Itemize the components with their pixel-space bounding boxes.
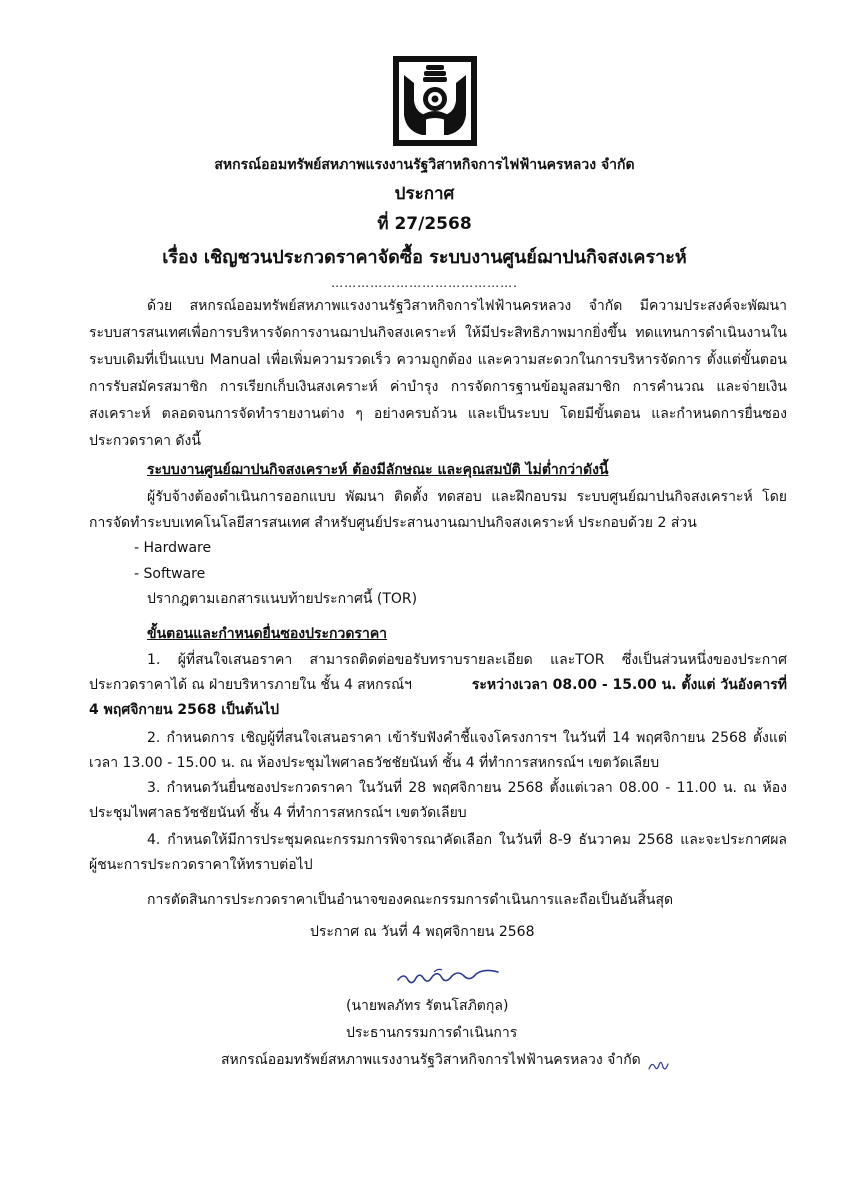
decision-statement: การตัดสินการประกวดราคาเป็นอำนาจของคณะกรรมการดำเนินการและถือเป็นอันสิ้นสุด xyxy=(147,892,674,908)
separator-line: ……………………………………. xyxy=(331,276,518,290)
step-3-line-1: 3. กำหนดวันยื่นซองประกวดราคา ในวันที่ 28 พฤศจิกายน 2568 ตั้งแต่เวลา 08.00 - 11.00 น. ณ ห้อง xyxy=(147,780,787,796)
step-2-line-1: 2. กำหนดการ เชิญผู้ที่สนใจเสนอราคา เข้ารับฟังคำชี้แจงโครงการฯ ในวันที่ 14 พฤศจิกายน 2568 ตั้งแต่ xyxy=(147,730,787,746)
handwritten-signature xyxy=(394,964,502,990)
step-1-time-text: ระหว่างเวลา 08.00 - 15.00 น. ตั้งแต่ วันอังคารที่ xyxy=(471,677,787,693)
document-subject: เรื่อง เชิญชวนประกวดราคาจัดซื้อ ระบบงานศูนย์ฌาปนกิจสงเคราะห์ xyxy=(162,247,687,268)
system-section-line-2: การจัดทำระบบเทคโนโลยีสารสนเทศ สำหรับศูนย์ประสานงานฌาปนกิจสงเคราะห์ ประกอบด้วย 2 ส่วน xyxy=(89,515,697,531)
step-1-line-3: 4 พฤศจิกายน 2568 เป็นต้นไป xyxy=(89,702,280,718)
hardware-list-item: - Hardware xyxy=(134,540,212,556)
step-4-line-2: ผู้ชนะการประกวดราคาให้ทราบต่อไป xyxy=(89,857,313,873)
step-2-line-2: เวลา 13.00 - 15.00 น. ณ ห้องประชุมไพศาลธวัชชัยนันท์ ชั้น 4 ที่ทำการสหกรณ์ฯ เขตวัดเลียบ xyxy=(89,755,660,771)
step-1-line-2 xyxy=(89,675,787,695)
software-list-item: - Software xyxy=(134,566,206,582)
steps-section-heading: ขั้นตอนและกำหนดยื่นซองประกวดราคา xyxy=(147,626,388,642)
intro-line-1: ด้วย สหกรณ์ออมทรัพย์สหภาพแรงงานรัฐวิสาหกิจการไฟฟ้านครหลวง จำกัด มีความประสงค์จะพัฒนา xyxy=(147,298,787,314)
step-3-line-2: ประชุมไพศาลธวัชชัยนันท์ ชั้น 4 ที่ทำการสหกรณ์ฯ เขตวัดเลียบ xyxy=(89,805,467,821)
signatory-name: (นายพลภัทร รัตนโสภิตกุล) xyxy=(346,998,509,1014)
intro-line-3: ระบบเดิมที่เป็นแบบ Manual เพื่อเพิ่มความรวดเร็ว ความถูกต้อง และความสะดวกในการบริหารจัดการ ตั้งแต่ขั้นตอน xyxy=(89,352,787,368)
step-1-line-1: 1. ผู้ที่สนใจเสนอราคา สามารถติดต่อขอรับทราบรายละเอียด และTOR ซึ่งเป็นส่วนหนึ่งของประกาศ xyxy=(147,652,787,668)
announcement-date: ประกาศ ณ วันที่ 4 พฤศจิกายน 2568 xyxy=(310,924,535,940)
system-section-heading: ระบบงานศูนย์ฌาปนกิจสงเคราะห์ ต้องมีลักษณะ และคุณสมบัติ ไม่ต่ำกว่าดังนี้ xyxy=(147,462,609,478)
tor-note: ปรากฎตามเอกสารแนบท้ายประกาศนี้ (TOR) xyxy=(147,591,418,607)
intro-line-5: สงเคราะห์ ตลอดจนการจัดทำรายงานต่าง ๆ อย่างครบถ้วน และเป็นระบบ โดยมีขั้นตอน และกำหนดการยื่นซอง xyxy=(89,406,787,422)
intro-line-2: ระบบสารสนเทศเพื่อการบริหารจัดการงานฌาปนกิจสงเคราะห์ ให้มีประสิทธิภาพมากยิ่งขึ้น ทดแทนการดำเนินงานใน xyxy=(89,325,787,341)
signatory-organization: สหกรณ์ออมทรัพย์สหภาพแรงงานรัฐวิสาหกิจการไฟฟ้านครหลวง จำกัด xyxy=(221,1052,641,1068)
step-4-line-1: 4. กำหนดให้มีการประชุมคณะกรรมการพิจารณาคัดเลือก ในวันที่ 8-9 ธันวาคม 2568 และจะประกาศผล xyxy=(147,832,787,848)
document-type: ประกาศ xyxy=(394,184,455,204)
signatory-position: ประธานกรรมการดำเนินการ xyxy=(346,1025,518,1041)
cooperative-logo-icon xyxy=(392,55,478,147)
step-1-location-text: ประกวดราคาได้ ณ ฝ่ายบริหารภายใน ชั้น 4 สหกรณ์ฯ xyxy=(89,677,412,693)
handwritten-initial xyxy=(646,1055,670,1075)
intro-line-4: การรับสมัครสมาชิก การเรียกเก็บเงินสงเคราะห์ ค่าบำรุง การจัดการฐานข้อมูลสมาชิก การคำนวณ และจ่ายเงิน xyxy=(89,379,787,395)
document-number: ที่ 27/2568 xyxy=(377,214,472,234)
organization-name: สหกรณ์ออมทรัพย์สหภาพแรงงานรัฐวิสาหกิจการไฟฟ้านครหลวง จำกัด xyxy=(214,157,635,173)
intro-line-6: ประกวดราคา ดังนี้ xyxy=(89,433,201,449)
system-section-line-1: ผู้รับจ้างต้องดำเนินการออกแบบ พัฒนา ติดตั้ง ทดสอบ และฝึกอบรม ระบบศูนย์ฌาปนกิจสงเคราะห์ โดย xyxy=(147,489,787,505)
